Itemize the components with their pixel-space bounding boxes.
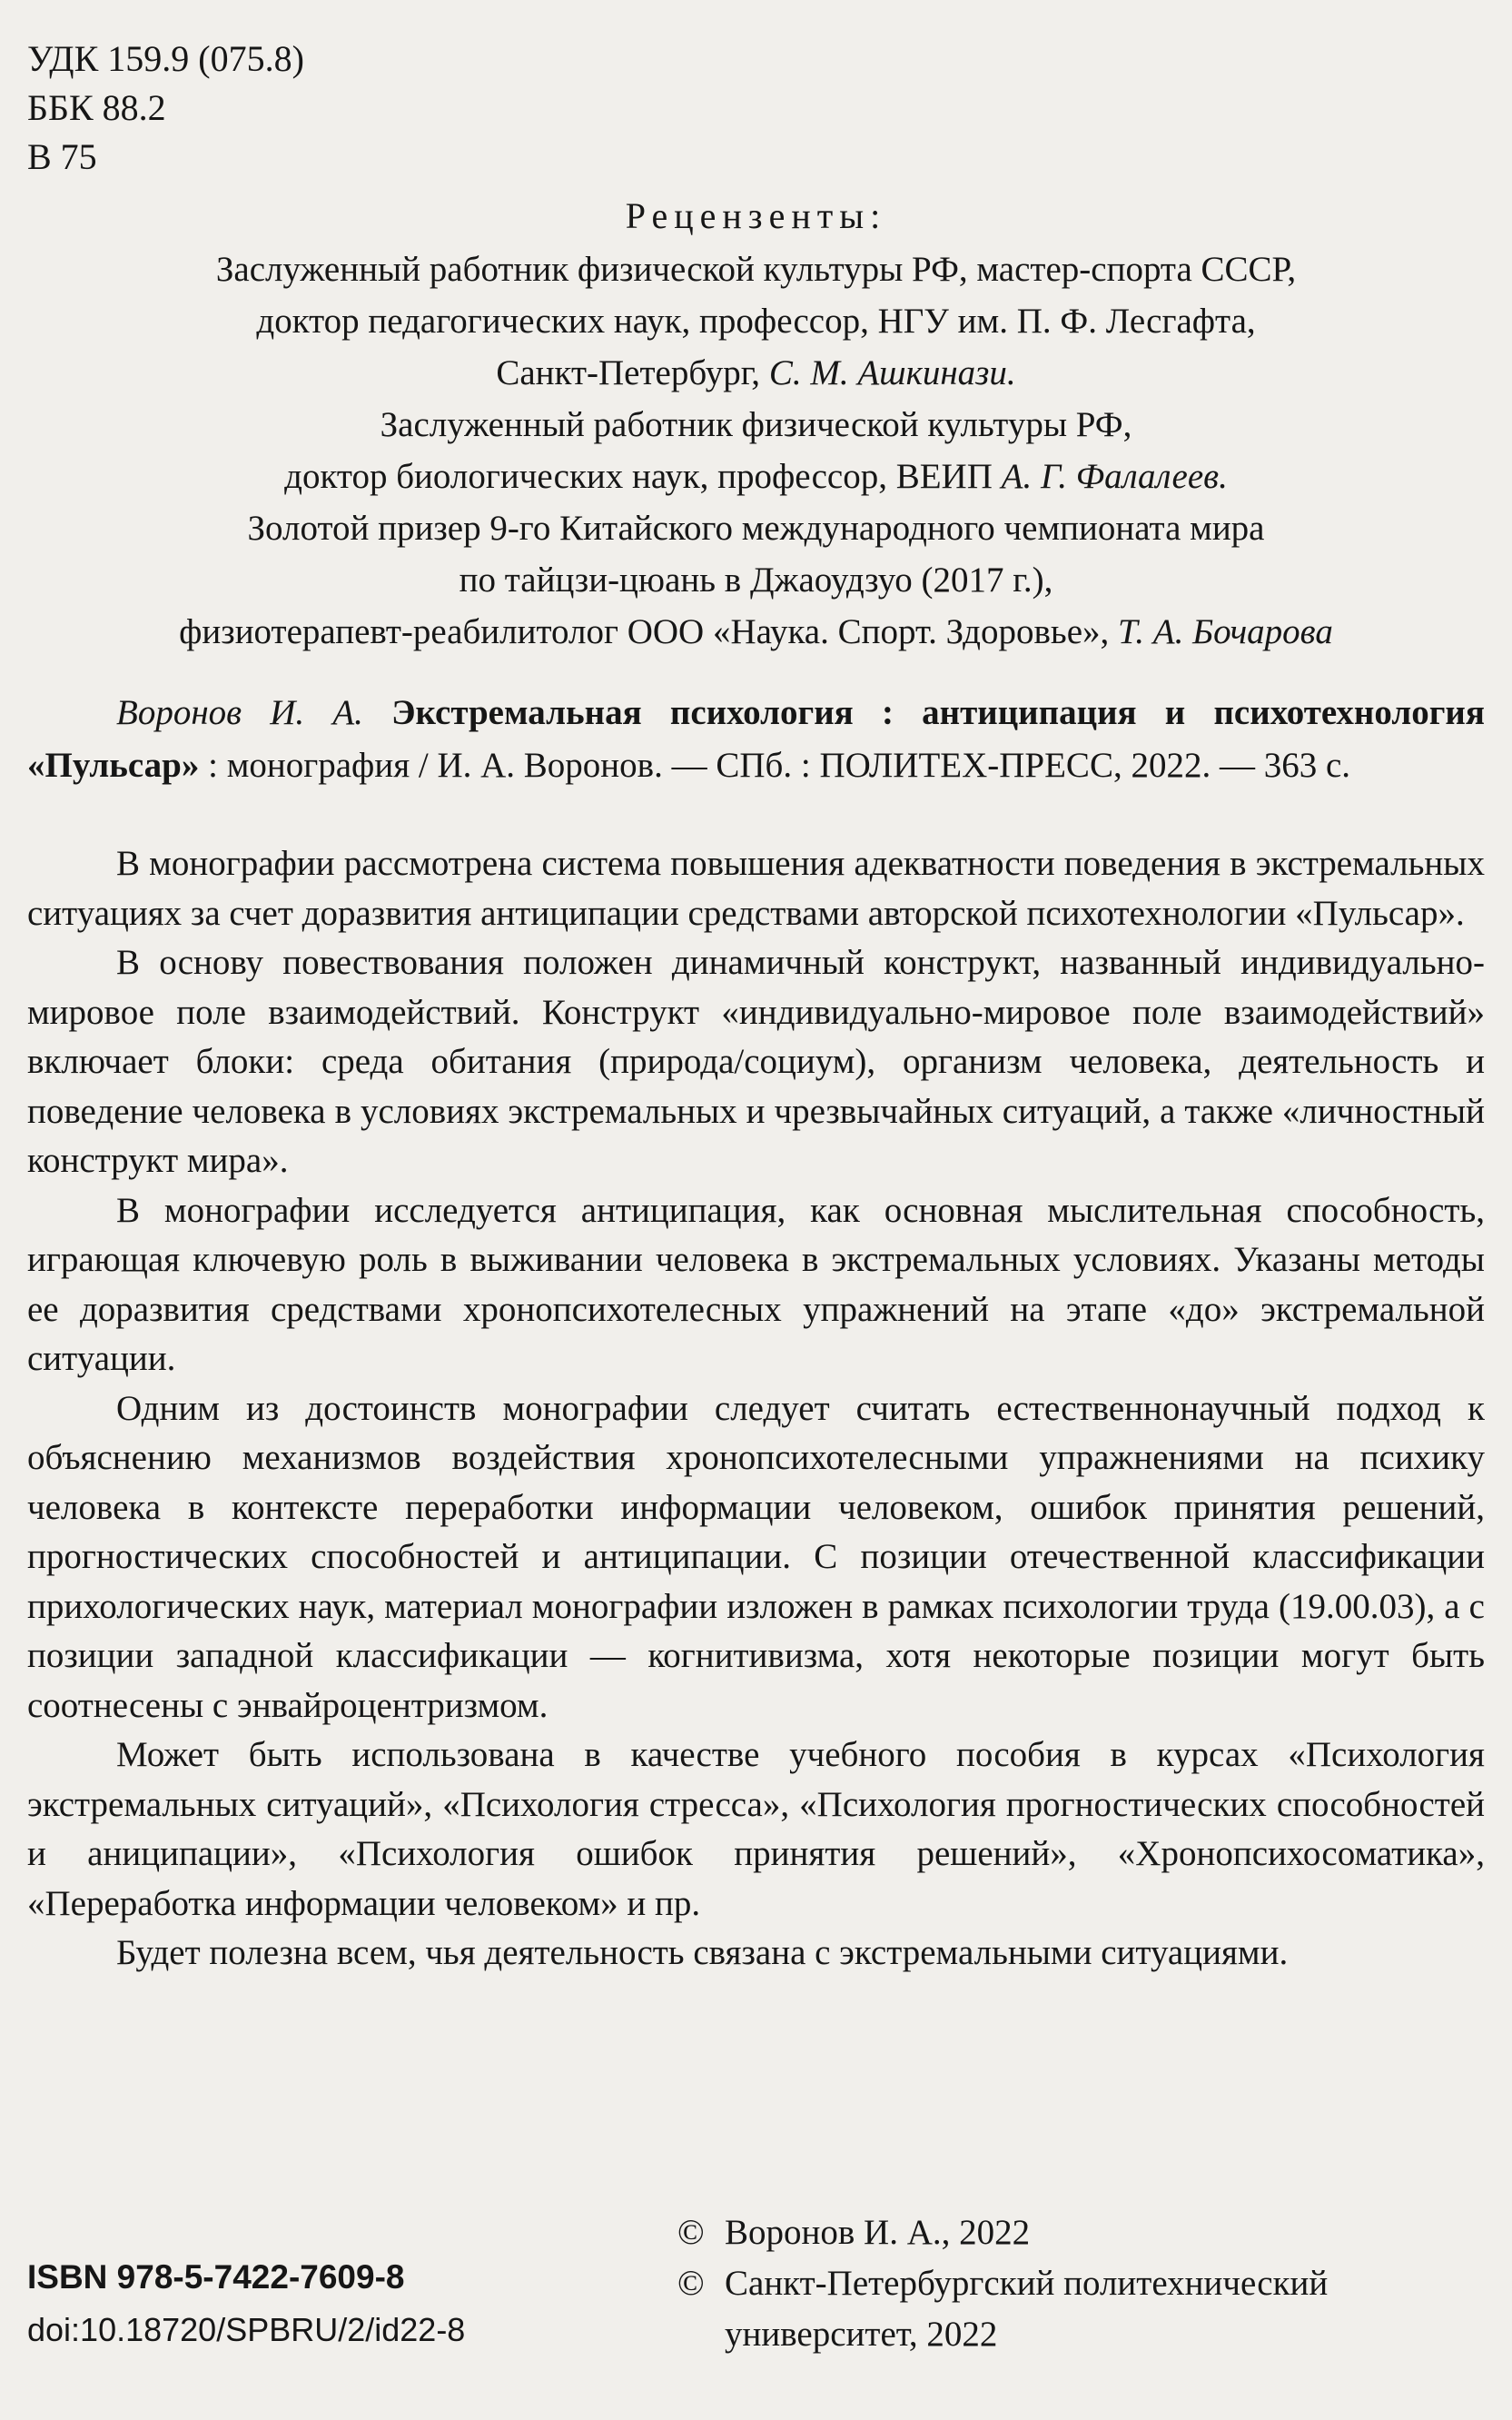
reviewers-list bbox=[27, 243, 1485, 658]
imprint-footer bbox=[27, 2207, 1485, 2389]
classification-codes bbox=[27, 35, 1485, 182]
copyright-publisher-line-2: университет, 2022 bbox=[725, 2315, 998, 2354]
reviewer-3-line-2: по тайцзи-цюань в Джаоудзуо (2017 г.), bbox=[459, 560, 1053, 600]
citation-title: Экстремальная психология : антиципация и психотехнология «Пульсар» bbox=[27, 693, 1486, 785]
abstract-paragraph: В монографии рассмотрена система повышения адекватности поведения в экстремальных ситуациях за счет доразвития антиципации средствами авторской психотехнологии «Пульсар». bbox=[27, 844, 1485, 933]
reviewer-2-line-1: Заслуженный работник физической культуры РФ, bbox=[380, 405, 1132, 444]
copyright-publisher-line-1: Санкт-Петербургский политехнический bbox=[725, 2264, 1329, 2303]
reviewer-1-city: Санкт-Петербург, bbox=[496, 353, 761, 392]
abstract bbox=[27, 839, 1485, 1979]
reviewer-1-name: С. М. Ашкинази. bbox=[768, 353, 1016, 392]
author-mark: В 75 bbox=[27, 136, 97, 177]
isbn: ISBN 978-5-7422-7609-8 bbox=[27, 2258, 405, 2296]
abstract-paragraph: Одним из достоинств монографии следует считать естественнонаучный подход к объяснению механизмов воздействия хронопсихотелесными упражнениями на психику человека в контексте переработки информации человеком, ошибок принятия решений, прогностических способностей и антиципации. С позиции отечественной классификации прихологических наук, материал монографии изложен в рамках психологии труда (19.00.03), а с позиции западной классификации — когнитивизма, хотя некоторые позиции могут быть соотнесены с энвайроцентризмом. bbox=[27, 1388, 1485, 1725]
udk-code: УДК 159.9 (075.8) bbox=[27, 38, 304, 79]
citation-author: Воронов И. А. bbox=[116, 693, 363, 732]
copyright-author bbox=[677, 2207, 1328, 2258]
abstract-paragraph: В монографии исследуется антиципация, как основная мыслительная способность, играющая ключевую роль в выживании человека в экстремальных условиях. Указаны методы ее доразвития средствами хронопсихотелесных упражнений на этапе «до» экстремальной ситуации. bbox=[27, 1190, 1485, 1378]
reviewer-1-line-3 bbox=[27, 347, 1485, 399]
reviewer-1-line-1: Заслуженный работник физической культуры РФ, мастер-спорта СССР, bbox=[215, 250, 1297, 289]
copyright-author-text: Воронов И. А., 2022 bbox=[725, 2213, 1031, 2252]
reviewer-3-line-3 bbox=[27, 606, 1485, 658]
reviewer-2-line-2 bbox=[27, 451, 1485, 502]
copyright-publisher bbox=[677, 2258, 1328, 2309]
reviewers-heading: Рецензенты: bbox=[625, 195, 887, 236]
reviewer-3-line-1: Золотой призер 9-го Китайского международного чемпионата мира bbox=[247, 509, 1265, 548]
doi: doi:10.18720/SPBRU/2/id22-8 bbox=[27, 2311, 466, 2348]
abstract-paragraph: Будет полезна всем, чья деятельность связана с экстремальными ситуациями. bbox=[116, 1933, 1289, 1972]
isbn-doi-block bbox=[27, 2251, 465, 2356]
reviewer-3-name: Т. А. Бочарова bbox=[1118, 612, 1333, 651]
reviewer-1-line-2: доктор педагогических наук, профессор, НГУ им. П. Ф. Лесгафта, bbox=[256, 302, 1256, 341]
abstract-paragraph: Может быть использована в качестве учебного пособия в курсах «Психология экстремальных ситуаций», «Психология стресса», «Психология прогностических способностей и аниципации», «Психология ошибок принятия решений», «Хронопсихосоматика», «Переработка информации человеком» и пр. bbox=[27, 1735, 1485, 1923]
reviewer-2-affiliation: доктор биологических наук, профессор, ВЕИП bbox=[284, 457, 993, 496]
bibliographic-citation bbox=[27, 687, 1485, 792]
citation-details: : монография / И. А. Воронов. — СПб. : ПОЛИТЕХ-ПРЕСС, 2022. — 363 с. bbox=[208, 746, 1351, 785]
copyright-icon: © bbox=[677, 2264, 705, 2303]
copyright-block bbox=[677, 2207, 1328, 2360]
reviewer-3-affiliation: физиотерапевт-реабилитолог ООО «Наука. Спорт. Здоровье», bbox=[179, 612, 1110, 651]
reviewer-2-name: А. Г. Фалалеев. bbox=[1001, 457, 1228, 496]
abstract-paragraph: В основу повествования положен динамичный конструкт, названный индивидуально-мировое поле взаимодействий. Конструкт «индивидуально-мировое поле взаимодействий» включает блоки: среда обитания (природа/социум), организм человека, деятельность и поведение человека в условиях экстремальных и чрезвычайных ситуаций, а также «личностный конструкт мира». bbox=[27, 943, 1485, 1180]
copyright-icon: © bbox=[677, 2213, 705, 2252]
bbk-code: ББК 88.2 bbox=[27, 87, 166, 128]
